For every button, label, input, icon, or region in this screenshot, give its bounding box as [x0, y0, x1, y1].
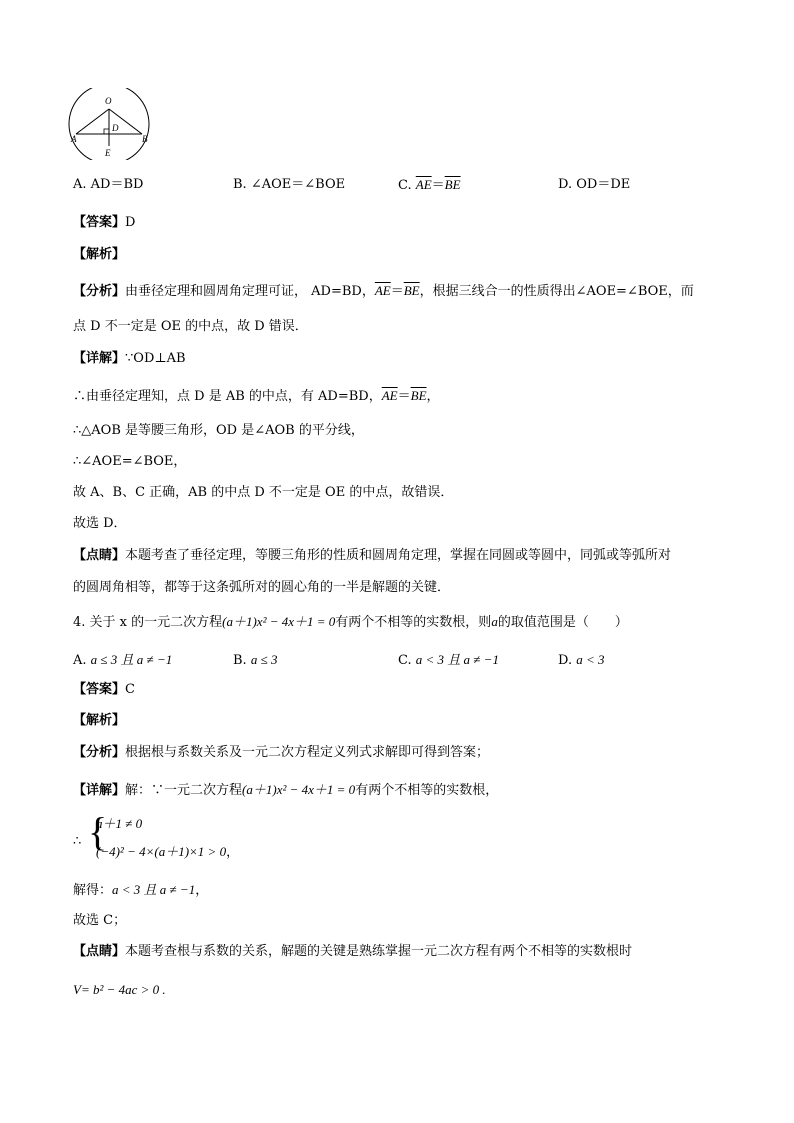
q4-option-a: A. a ≤ 3 且 a ≠ −1 [73, 652, 173, 668]
q3-analysis-heading: 【解析】 [73, 247, 126, 262]
q4-stem: 4. 关于 x 的一元二次方程(a＋1)x² − 4x＋1 = 0有两个不相等的实数根，则a的取值范围是（ ） [73, 614, 628, 630]
q3-detail-line3: ∴△AOB 是等腰三角形，OD 是∠AOB 的平分线， [73, 423, 364, 438]
q4-system-line2: (−4)² − 4×(a＋1)×1 > 0， [96, 844, 240, 859]
q3-detail-line5: 故 A、B、C 正确，AB 的中点 D 不一定是 OE 的中点，故错误． [73, 485, 454, 500]
q3-fenxi-line1: 【分析】由垂径定理和圆周角定理可证， AD=BD，$\overline{AE}=\overline{BE}$，根据三线合一的性质得出∠AOE=∠BOE，而 [73, 283, 694, 299]
q3-option-a: A. AD＝BD [73, 177, 144, 192]
q4-answer: 【答案】C [73, 682, 135, 697]
label-d: D [112, 123, 119, 133]
q4-therefore: ∴ [73, 834, 82, 849]
q4-option-c: C. a < 3 且 a ≠ −1 [398, 652, 499, 668]
q3-detail-line2: ∴由垂径定理知，点 D 是 AB 的中点，有 AD=BD，$\overline{AE}=\overline{BE}$， [73, 388, 440, 404]
q3-option-d: D. OD＝DE [558, 177, 631, 192]
label-e: E [105, 148, 111, 158]
q3-detail-line4: ∴∠AOE=∠BOE， [73, 454, 187, 469]
q3-comment-line2: 的圆周角相等，都等于这条弧所对的圆心角的一半是解题的关键． [73, 580, 451, 595]
q4-system-line1: a＋1 ≠ 0 [96, 816, 143, 831]
label-a: A [71, 134, 77, 144]
q4-solve: 解得：a < 3 且 a ≠ −1， [73, 882, 209, 898]
q3-answer: 【答案】D [73, 215, 136, 230]
q4-choose: 故选 C； [73, 913, 127, 928]
q4-comment-line1: 【点睛】本题考查根与系数的关系，解题的关键是熟练掌握一元二次方程有两个不相等的实数根时 [73, 944, 633, 959]
q4-analysis-heading: 【解析】 [73, 713, 126, 728]
label-b: B [142, 134, 148, 144]
q4-comment-line2: V= b² − 4ac > 0 . [73, 982, 166, 997]
q4-option-b: B. a ≤ 3 [233, 652, 278, 668]
label-o: O [105, 96, 112, 106]
q4-fenxi: 【分析】根据根与系数关系及一元二次方程定义列式求解即可得到答案； [73, 745, 490, 760]
q3-fenxi-line2: 点 D 不一定是 OE 的中点，故 D 错误． [73, 319, 308, 334]
right-angle-mark [104, 129, 109, 134]
q3-detail-line1: 【详解】∵OD⊥AB [73, 351, 186, 366]
q3-option-b: B. ∠AOE＝∠BOE [233, 177, 346, 192]
q3-comment-line1: 【点睛】本题考查了垂径定理，等腰三角形的性质和圆周角定理，掌握在同圆或等圆中，同弧或等弧所对 [73, 548, 672, 563]
q3-detail-line6: 故选 D． [73, 516, 127, 531]
q4-option-d: D. a < 3 [558, 652, 605, 668]
arc-ae: $\overline{AE}$ [415, 177, 432, 192]
q4-detail-line1: 【详解】解：∵一元二次方程(a＋1)x² − 4x＋1 = 0有两个不相等的实数根， [73, 782, 499, 798]
q3-option-c: C. $\overline{AE}=\overline{BE}$ [398, 177, 461, 193]
system-brace: { [88, 809, 108, 854]
circle-figure [62, 88, 162, 160]
arc-be: $\overline{BE}$ [444, 177, 461, 192]
